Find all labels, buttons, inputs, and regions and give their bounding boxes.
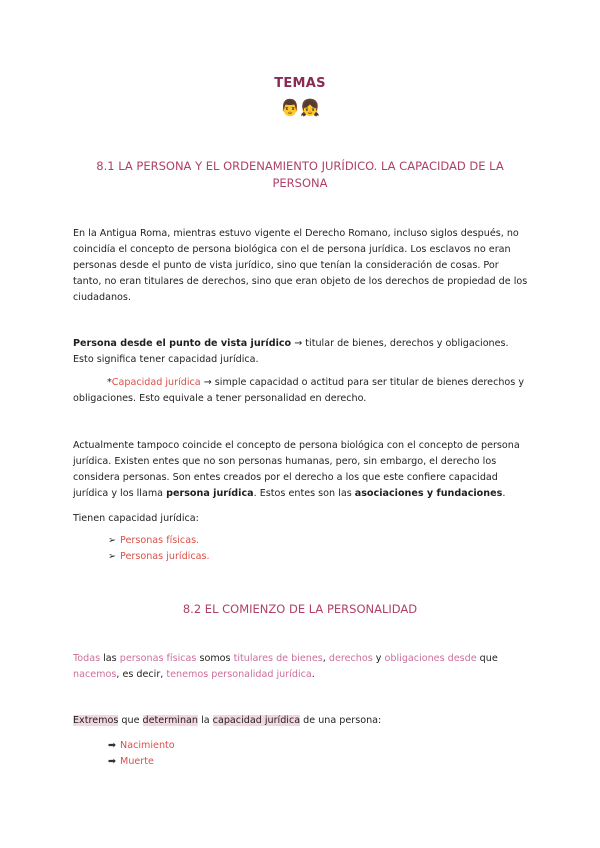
text: derechos bbox=[328, 653, 373, 664]
list-item-text: Personas jurídicas. bbox=[120, 551, 210, 562]
section-1-heading: 8.1 LA PERSONA Y EL ORDENAMIENTO JURÍDICO. LA CAPACIDAD DE LA PERSONA bbox=[96, 159, 504, 190]
list-marker: ➢ bbox=[108, 535, 117, 546]
text: . bbox=[311, 669, 315, 680]
section-2-heading: 8.2 EL COMIENZO DE LA PERSONALIDAD bbox=[182, 602, 418, 616]
paragraph-tienen: Tienen capacidad jurídica: bbox=[73, 513, 199, 524]
list-item bbox=[108, 533, 210, 549]
text: → simple capacidad o actitud para ser titular de bienes derechos y obligaciones. Esto equivale a tener personalidad en derecho. bbox=[73, 377, 525, 404]
text: , es decir, bbox=[116, 669, 167, 680]
bold-term: asociaciones y fundaciones bbox=[354, 488, 503, 499]
text: las bbox=[100, 653, 120, 664]
page-title: TEMAS bbox=[274, 76, 326, 91]
text: de una persona: bbox=[300, 715, 382, 726]
list-item-text: Nacimiento bbox=[120, 740, 175, 751]
text: la bbox=[198, 715, 213, 726]
paragraph-capacidad-juridica bbox=[73, 375, 528, 407]
arrow-icon: ➡ bbox=[108, 740, 117, 751]
list-tienen-capacidad bbox=[108, 533, 210, 565]
text: . bbox=[502, 488, 506, 499]
list-item-text: Muerte bbox=[120, 756, 154, 767]
text: obligaciones desde bbox=[384, 653, 477, 664]
red-term: Capacidad jurídica bbox=[111, 377, 201, 388]
text: tenemos personalidad jurídica bbox=[166, 669, 312, 680]
bold-term: Persona desde el punto de vista jurídico bbox=[73, 338, 292, 349]
paragraph-todas bbox=[73, 651, 528, 683]
text: que bbox=[476, 653, 498, 664]
asterisk: * bbox=[107, 377, 112, 388]
text: y bbox=[372, 653, 385, 664]
text: Todas bbox=[73, 653, 101, 664]
paragraph-antigua-roma: En la Antigua Roma, mientras estuvo vigente el Derecho Romano, incluso siglos después, no coincidía el concepto de persona biológica con el de persona jurídica. Los esclavos no eran personas desde el punto de vista jurídico, sino que tenían la consideración de cosas. Por tanto, no eran titulares de derechos, sino que eran objeto de los derechos de propiedad de los ciudadanos. bbox=[73, 228, 528, 303]
text: → titular de bienes, derechos y obligaciones. Esto significa tener capacidad jurídica. bbox=[73, 338, 509, 365]
list-item-text: Personas físicas. bbox=[120, 535, 200, 546]
list-extremos bbox=[108, 738, 175, 770]
text: nacemos bbox=[73, 669, 117, 680]
list-marker: ➢ bbox=[108, 551, 117, 562]
paragraph-extremos bbox=[73, 713, 528, 729]
highlighted-text: capacidad jurídica bbox=[212, 715, 301, 726]
highlighted-text: Extremos bbox=[73, 715, 119, 726]
text: titulares de bienes bbox=[233, 653, 323, 664]
text: Actualmente tampoco coincide el concepto de persona biológica con el concepto de persona jurídica. Existen entes que no son personas humanas, pero, sin embargo, el derecho los considera personas. Son entes creados por el derecho a los que este confiere capacidad jurídica y los llama bbox=[73, 440, 520, 499]
paragraph-actualmente bbox=[73, 438, 528, 502]
text: somos bbox=[196, 653, 234, 664]
text: que bbox=[118, 715, 143, 726]
arrow-icon: ➡ bbox=[108, 756, 117, 767]
highlighted-text: determinan bbox=[142, 715, 199, 726]
bold-term: persona jurídica bbox=[166, 488, 254, 499]
list-item bbox=[108, 754, 175, 770]
list-item bbox=[108, 549, 210, 565]
text: . Estos entes son las bbox=[253, 488, 355, 499]
text: , bbox=[322, 653, 329, 664]
list-item bbox=[108, 738, 175, 754]
paragraph-persona-juridica bbox=[73, 336, 528, 368]
text: personas físicas bbox=[119, 653, 197, 664]
emoji-icons: 👨👧 bbox=[280, 98, 320, 117]
